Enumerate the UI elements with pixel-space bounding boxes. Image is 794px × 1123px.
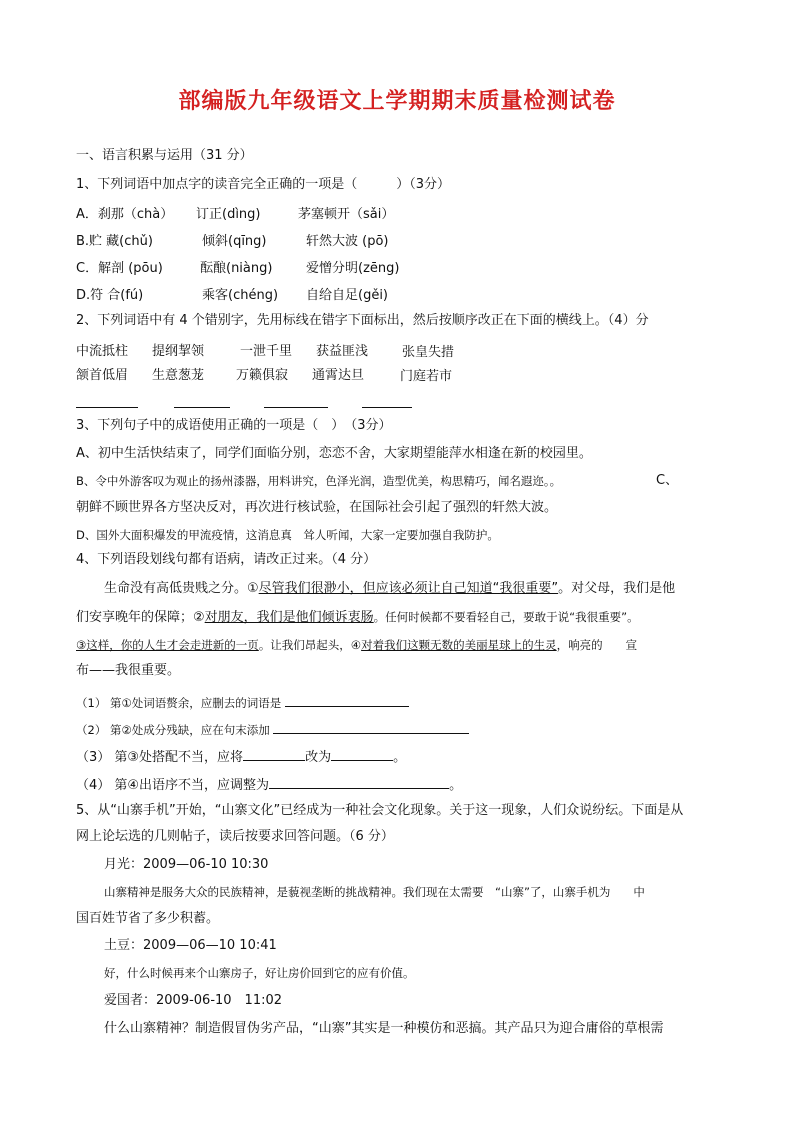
post-1-body-line-1: 山寨精神是服务大众的民族精神，是藐视垄断的挑战精神。我们现在太需要 “山寨”了，山寨手机为 中 bbox=[104, 885, 645, 899]
answer-blank-4[interactable] bbox=[362, 406, 412, 408]
q4-sub-text: （3） 第③处搭配不当，应将 bbox=[76, 750, 244, 765]
q4-text: 们安享晚年的保障；② bbox=[76, 610, 205, 625]
q1-option-d-3: 自给自足(gěi) bbox=[306, 288, 389, 303]
q4-sub-text: （2） 第②处成分残缺，应在句末添加 bbox=[76, 723, 270, 737]
q4-text: 生命没有高低贵贱之分。① bbox=[104, 581, 259, 596]
q2-word: 万籁俱寂 bbox=[236, 368, 289, 383]
answer-blank[interactable] bbox=[285, 693, 409, 707]
q1-option-b-3: 轩然大波 (pō) bbox=[306, 234, 389, 249]
q4-sub-4 bbox=[76, 775, 462, 794]
q1-option-b-1: B.贮 藏(chǔ) bbox=[76, 234, 153, 249]
q3-option-b: B、令中外游客叹为观止的扬州漆器，用料讲究，色泽光润，造型优美，构思精巧，闻名遐迩。。 bbox=[76, 474, 562, 488]
q4-underlined-sentence-1: 尽管我们很渺小，但应该必须让自己知道“我很重要” bbox=[258, 581, 559, 596]
post-2-body-line-1: 好，什么时候再来个山寨房子，好让房价回到它的应有价值。 bbox=[104, 966, 415, 980]
q2-word: 获益匪浅 bbox=[316, 344, 369, 359]
question-5-stem-line-1: 5、从“山寨手机”开始，“山寨文化”已经成为一种社会文化现象。关于这一现象，人们众说纷纭。下面是从 bbox=[76, 803, 684, 818]
question-4-stem: 4、下列语段划线句都有语病，请改正过来。（4 分） bbox=[76, 552, 377, 567]
question-5-stem-line-2: 网上论坛选的几则帖子，读后按要求回答问题。（6 分） bbox=[76, 829, 394, 844]
answer-blank-2[interactable] bbox=[174, 406, 230, 408]
q1-option-d-2: 乘客(chéng) bbox=[202, 288, 279, 303]
q4-text: 。让我们昂起头，④ bbox=[258, 638, 362, 652]
q2-word: 张皇失措 bbox=[402, 345, 455, 360]
post-3-header: 爱国者：2009-06-10 11:02 bbox=[104, 993, 283, 1008]
q4-text: 。对父母，我们是他 bbox=[558, 581, 676, 596]
q4-sub-text: 改为 bbox=[305, 750, 332, 765]
question-3-stem: 3、下列句子中的成语使用正确的一项是（ ） （3分） bbox=[76, 418, 392, 433]
q1-option-b-2: 倾斜(qīng) bbox=[202, 234, 267, 249]
post-3-body-line-1: 什么山寨精神？制造假冒伪劣产品，“山寨”其实是一种模仿和恶搞。其产品只为迎合庸俗的草根需 bbox=[104, 1021, 664, 1036]
answer-blank[interactable] bbox=[243, 747, 305, 761]
q4-passage-line-4: 布——我很重要。 bbox=[76, 663, 181, 678]
q4-sub-text: （4） 第④出语序不当，应调整为 bbox=[76, 778, 270, 793]
question-2-stem: 2、下列词语中有 4 个错别字，先用标线在错字下面标出，然后按顺序改正在下面的横线上。（4）分 bbox=[76, 313, 649, 328]
q4-underlined-sentence-3: ③这样，你的人生才会走进新的一页 bbox=[76, 638, 259, 652]
q1-option-c-1: C．解剖 (pōu) bbox=[76, 261, 163, 276]
q2-word: 门庭若市 bbox=[400, 369, 453, 384]
q4-sub-text: 。 bbox=[393, 750, 407, 765]
q1-option-c-3: 爱憎分明(zēng) bbox=[306, 261, 400, 276]
q3-option-c-label: C、 bbox=[656, 473, 679, 488]
q2-word: 颔首低眉 bbox=[76, 368, 129, 383]
q4-sub-text: （1） 第①处词语赘余，应删去的词语是 bbox=[76, 696, 282, 710]
q2-word: 一泄千里 bbox=[240, 344, 293, 359]
q3-option-c: 朝鲜不顾世界各方坚决反对，再次进行核试验，在国际社会引起了强烈的轩然大波。 bbox=[76, 500, 558, 515]
answer-blank[interactable] bbox=[269, 775, 449, 789]
q4-sub-1 bbox=[76, 693, 409, 711]
q4-sub-text: 。 bbox=[449, 778, 463, 793]
post-1-header: 月光：2009—06-10 10:30 bbox=[104, 857, 269, 872]
post-2-header: 土豆：2009—06—10 10:41 bbox=[104, 938, 277, 953]
answer-blank[interactable] bbox=[331, 747, 393, 761]
q4-text: 。任何时候都不要看轻自己，要敢于说“我很重要”。 bbox=[373, 610, 639, 624]
q4-sub-3 bbox=[76, 747, 406, 766]
q3-option-a: A、初中生活快结束了，同学们面临分别，恋恋不舍，大家期望能萍水相逢在新的校园里。 bbox=[76, 446, 592, 461]
page-title: 部编版九年级语文上学期期末质量检测试卷 bbox=[178, 89, 616, 114]
q1-option-a-3: 茅塞顿开（sǎi） bbox=[298, 207, 395, 222]
question-1-stem: 1、下列词语中加点字的读音完全正确的一项是（ ）（3分） bbox=[76, 177, 451, 192]
q1-option-a-1: A．刹那（chà） bbox=[76, 207, 174, 222]
q2-word: 生意葱茏 bbox=[152, 368, 205, 383]
answer-blank[interactable] bbox=[273, 720, 469, 734]
answer-blank-1[interactable] bbox=[76, 406, 138, 408]
q1-option-d-1: D.符 合(fú) bbox=[76, 288, 144, 303]
answer-blank-3[interactable] bbox=[264, 406, 328, 408]
q4-underlined-sentence-2: 对朋友，我们是他们倾诉衷肠 bbox=[204, 610, 374, 625]
q4-passage-line-1 bbox=[104, 581, 675, 597]
q3-option-d: D、国外大面积爆发的甲流疫情，这消息真 耸人听闻，大家一定要加强自我防护。 bbox=[76, 528, 499, 542]
q4-passage-line-3 bbox=[76, 637, 637, 653]
q4-text: ，响亮的 宣 bbox=[556, 638, 638, 652]
q4-underlined-sentence-4: 对着我们这颗无数的美丽星球上的生灵 bbox=[361, 638, 557, 652]
section-heading: 一、语言积累与运用（31 分） bbox=[76, 148, 253, 163]
q1-option-a-2: 订正(dìng) bbox=[196, 207, 261, 222]
q2-word: 提纲挈领 bbox=[152, 344, 205, 359]
q2-word: 通霄达旦 bbox=[312, 368, 365, 383]
q4-sub-2 bbox=[76, 720, 469, 738]
q4-passage-line-2 bbox=[76, 609, 639, 626]
q1-option-c-2: 酝酿(niàng) bbox=[200, 261, 273, 276]
q2-word: 中流抵柱 bbox=[76, 344, 129, 359]
post-1-body-line-2: 国百姓节省了多少积蓄。 bbox=[76, 911, 220, 926]
